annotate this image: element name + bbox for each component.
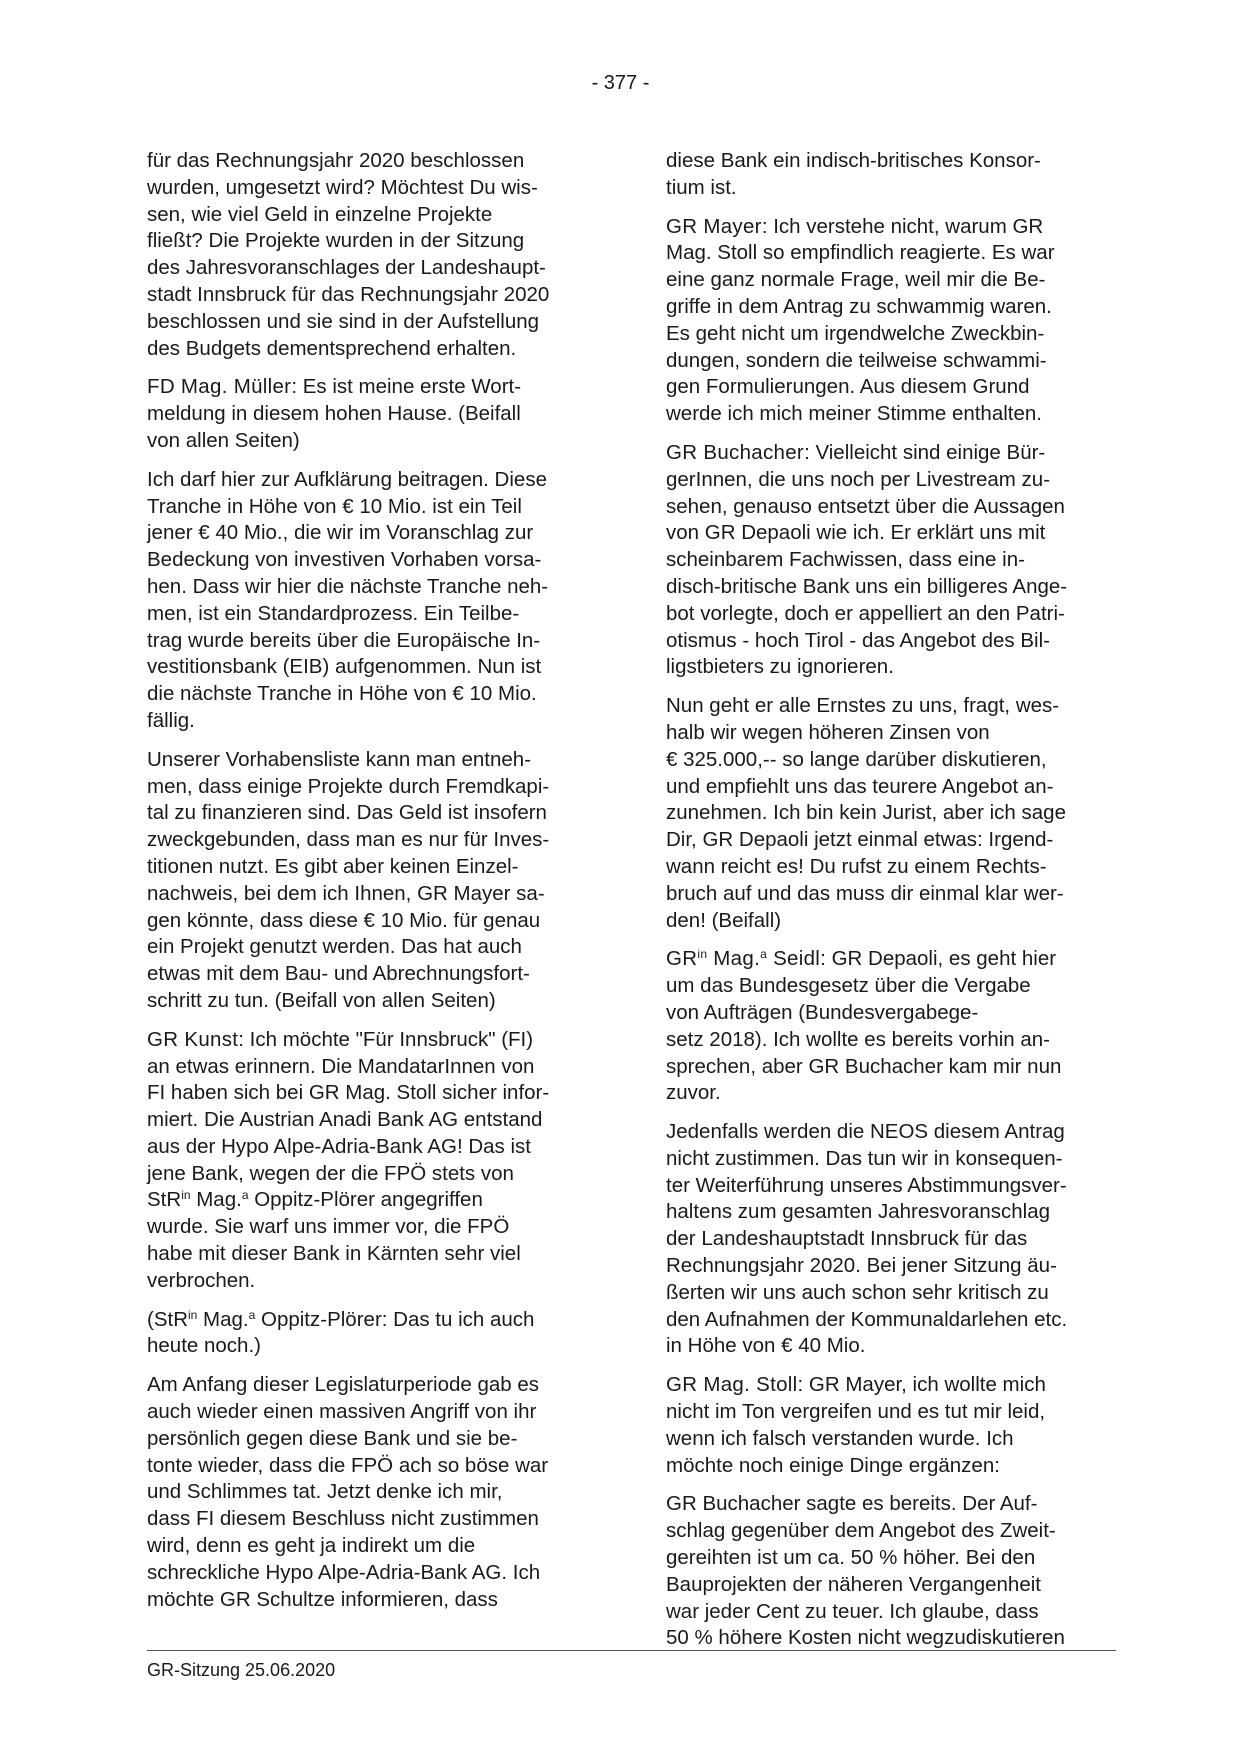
speech-text: : Ich verstehe nicht, warum GR Mag. Stoll so empfindlich reagierte. Es war eine ganz normale Frage, weil mir die Be- griffe in dem Antrag zu schwammig waren. Es geht nicht um irgendwelche Zweckbin- dungen, sondern die teilweise schwammi- gen Formulierungen. Aus diesem Grund werde ich mich meiner Stimme enthalten.: [666, 214, 1055, 426]
speaker-name: GR Mag. Stoll: [666, 1373, 798, 1397]
paragraph: Am Anfang dieser Legislaturperiode gab es auch wieder einen massiven Angriff von ihr persönlich gegen diese Bank und sie be- tonte wieder, dass die FPÖ ach so böse war und Schlimmes tat. Jetzt denke ich mir, dass FI diesem Beschluss nicht zustimmen wird, denn es geht ja indirekt um die schreckliche Hypo Alpe-Adria-Bank AG. Ich möchte GR Schultze informieren, dass: [147, 1373, 549, 1611]
speaker-name: GR Buchacher: [666, 440, 805, 464]
paragraph-interjection: [147, 1307, 597, 1361]
speaker-name: GR Mayer: [666, 214, 762, 238]
page-number: - 377 -: [591, 72, 650, 94]
paragraph: Jedenfalls werden die NEOS diesem Antrag nicht zustimmen. Das tun wir in konsequen- ter Weiterführung unseres Abstimmungsver- haltens zum gesamten Jahresvoranschlag der Landeshauptstadt Innsbruck für das Rechnungsjahr 2020. Bei jener Sitzung äu- ßerten wir uns auch schon sehr kritisch zu den Aufnahmen der Kommunaldarlehen etc. in Höhe von € 40 Mio.: [666, 1120, 1068, 1358]
right-column: [666, 148, 1116, 1664]
superscript: in: [697, 947, 708, 962]
interjection-text: Mag.: [197, 1307, 249, 1331]
paragraph-speech: [666, 214, 1116, 428]
interjection-text: Oppitz-Plörer: Das tu ich auch heute noch.): [147, 1307, 535, 1358]
footer-session-date: GR-Sitzung 25.06.2020: [147, 1660, 336, 1680]
speaker-name-part: Seidl: [767, 947, 821, 971]
paragraph-speech: [147, 1027, 597, 1295]
paragraph-speech: [666, 440, 1116, 681]
superscript: a: [760, 947, 768, 962]
superscript: a: [241, 1188, 249, 1203]
paragraph: diese Bank ein indisch-britisches Konsor- tium ist.: [666, 149, 1041, 199]
speaker-name: FD Mag. Müller: [147, 375, 292, 399]
paragraph: für das Rechnungsjahr 2020 beschlossen wurden, umgesetzt wird? Möchtest Du wis- sen, wie viel Geld in einzelne Projekte fließt? Die Projekte wurden in der Sitzung des Jahresvoranschlages der Landeshaupt- stadt Innsbruck für das Rechnungsjahr 2020 beschlossen und sie sind in der Aufstellung des Budgets dementsprechend erhalten.: [147, 149, 550, 360]
paragraph: Nun geht er alle Ernstes zu uns, fragt, wes- halb wir wegen höheren Zinsen von € 325.000,-- so lange darüber diskutieren, und empfiehlt uns das teurere Angebot an- zunehmen. Ich bin kein Jurist, aber ich sage Dir, GR Depaoli jetzt einmal etwas: Irgend- wann reicht es! Du rufst zu einem Rechts- bruch auf und das muss dir einmal klar wer- den! (Beifall): [666, 694, 1066, 932]
superscript: a: [248, 1307, 256, 1322]
paragraph: GR Buchacher sagte es bereits. Der Auf- schlag gegenüber dem Angebot des Zweit- gereihten ist um ca. 50 % höher. Bei den Bauprojekten der näheren Vergangenheit war jeder Cent zu teuer. Ich glaube, dass 50 % höhere Kosten nicht wegzudiskutieren: [666, 1492, 1065, 1650]
paragraph: Ich darf hier zur Aufklärung beitragen. Diese Tranche in Höhe von € 10 Mio. ist ein Teil jener € 40 Mio., die wir im Voranschlag zur Bedeckung von investiven Vorhaben vorsa- hen. Dass wir hier die nächste Tranche neh- men, ist ein Standardprozess. Ein Teilbe- trag wurde bereits über die Europäische In- vestitionsbank (EIB) aufgenommen. Nun ist die nächste Tranche in Höhe von € 10 Mio. fällig.: [147, 467, 549, 732]
speech-text: Oppitz-Plörer angegriffen wurde. Sie warf uns immer vor, die FPÖ habe mit dieser Bank in Kärnten sehr viel verbrochen.: [147, 1188, 521, 1292]
speaker-name: [666, 947, 820, 970]
interjection-text: (StR: [147, 1307, 188, 1331]
speaker-name-part: Mag.: [707, 947, 761, 971]
speech-text: : GR Depaoli, es geht hier um das Bundesgesetz über die Vergabe von Aufträgen (Bundesvergabege- setz 2018). Ich wollte es bereits vorhin an- sprechen, aber GR Buchacher kam mir nun zuvor.: [666, 947, 1062, 1105]
footer-divider: [147, 1650, 1116, 1651]
superscript: in: [188, 1307, 198, 1322]
paragraph-speech: [147, 374, 597, 454]
speech-text: : Es ist meine erste Wort- meldung in diesem hohen Hause. (Beifall von allen Seiten): [147, 375, 522, 452]
speech-text: Mag.: [190, 1188, 242, 1212]
superscript: in: [181, 1188, 191, 1203]
paragraph-speech: [666, 1372, 1116, 1479]
speaker-name: GR Kunst: [147, 1027, 239, 1051]
paragraph: Unserer Vorhabensliste kann man entneh- men, dass einige Projekte durch Fremdkapi- tal zu finanzieren sind. Das Geld ist insofern zweckgebunden, dass man es nur für Inves- titionen nutzt. Es gibt aber keinen Einzel- nachweis, bei dem ich Ihnen, GR Mayer sa- gen könnte, dass diese € 10 Mio. für genau ein Projekt genutzt werden. Das hat auch etwas mit dem Bau- und Abrechnungsfort- schritt zu tun. (Beifall von allen Seiten): [147, 747, 550, 1012]
speaker-name-part: GR: [666, 947, 698, 971]
speech-text: : GR Mayer, ich wollte mich nicht im Ton vergreifen und es tut mir leid, wenn ich falsch verstanden wurde. Ich möchte noch einige Dinge ergänzen:: [666, 1373, 1046, 1477]
left-column: [147, 148, 597, 1625]
paragraph-speech: [666, 946, 1116, 1107]
speech-text: : Vielleicht sind einige Bür- gerInnen, die uns noch per Livestream zu- sehen, genauso entsetzt über die Aussagen von GR Depaoli wie ich. Er erklärt uns mit scheinbarem Fachwissen, dass eine in- disch-britische Bank uns ein billigeres Ange- bot vorlegte, doch er appelliert an den Patri- otismus - hoch Tirol - das Angebot des Bil- ligstbieters zu ignorieren.: [666, 440, 1068, 679]
speech-text: : Ich möchte "Für Innsbruck" (FI) an etwas erinnern. Die MandatarInnen von FI haben sich bei GR Mag. Stoll sicher infor- miert. Die Austrian Anadi Bank AG entstand aus der Hypo Alpe-Adria-Bank AG! Das ist jene Bank, wegen der die FPÖ stets von StR: [147, 1027, 550, 1212]
